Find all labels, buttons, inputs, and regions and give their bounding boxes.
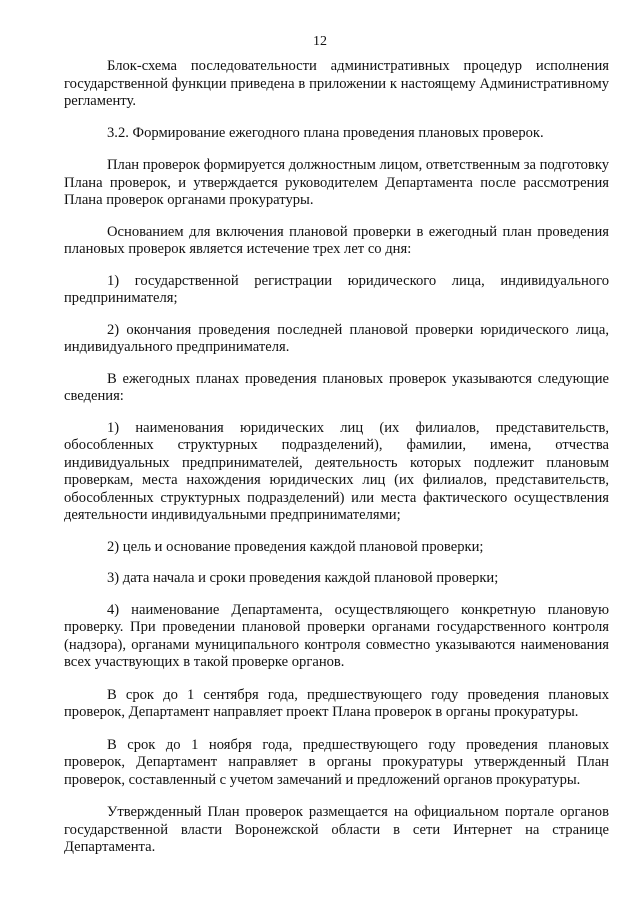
paragraph-publication: Утвержденный План проверок размещается на официальном портале органов государственной власти Воронежской области в сети Интернет на странице Департамента. [64, 804, 609, 855]
paragraph-flowchart-reference: Блок-схема последовательности административных процедур исполнения государственной функции приведена в приложении к настоящему Административному регламенту. [64, 58, 609, 109]
document-body [64, 58, 609, 857]
list-item-contents-4: 4) наименование Департамента, осуществляющего конкретную плановую проверку. При проведении плановой проверки органами государственного контроля (надзора), органами муниципального контроля совместно указываются наименования всех участвующих в такой проверке органов. [64, 601, 609, 670]
paragraph-plan-formation: План проверок формируется должностным лицом, ответственным за подготовку Плана проверок, и утверждается руководителем Департамента после рассмотрения Плана проверок органами прокуратуры. [64, 157, 609, 208]
list-item-basis-1: 1) государственной регистрации юридического лица, индивидуального предпринимателя; [64, 272, 609, 306]
paragraph-inclusion-basis: Основанием для включения плановой проверки в ежегодный план проведения плановых проверок является истечение трех лет со дня: [64, 223, 609, 257]
list-item-basis-2: 2) окончания проведения последней плановой проверки юридического лица, индивидуального предпринимателя. [64, 321, 609, 355]
paragraph-september-deadline: В срок до 1 сентября года, предшествующего году проведения плановых проверок, Департамент направляет проект Плана проверок в органы прокуратуры. [64, 686, 609, 720]
paragraph-november-deadline: В срок до 1 ноября года, предшествующего году проведения плановых проверок, Департамент направляет в органы прокуратуры утвержденный План проверок, составленный с учетом замечаний и предложений органов прокуратуры. [64, 736, 609, 788]
list-item-contents-3: 3) дата начала и сроки проведения каждой плановой проверки; [107, 570, 499, 586]
section-heading-3-2: 3.2. Формирование ежегодного плана проведения плановых проверок. [107, 124, 544, 141]
list-item-contents-1: 1) наименования юридических лиц (их филиалов, представительств, обособленных структурных подразделений), фамилии, имена, отчества индивидуальных предпринимателей, деятельность которых подлежит плановым проверкам, места нахождения юридических лиц (их филиалов, представительств, обособленных структурных подразделений) или места фактического осуществления деятельности индивидуальными предпринимателями; [64, 419, 609, 523]
list-item-contents-2: 2) цель и основание проведения каждой плановой проверки; [107, 538, 484, 555]
page-number: 12 [313, 34, 327, 49]
paragraph-plan-contents: В ежегодных планах проведения плановых проверок указываются следующие сведения: [64, 370, 609, 404]
